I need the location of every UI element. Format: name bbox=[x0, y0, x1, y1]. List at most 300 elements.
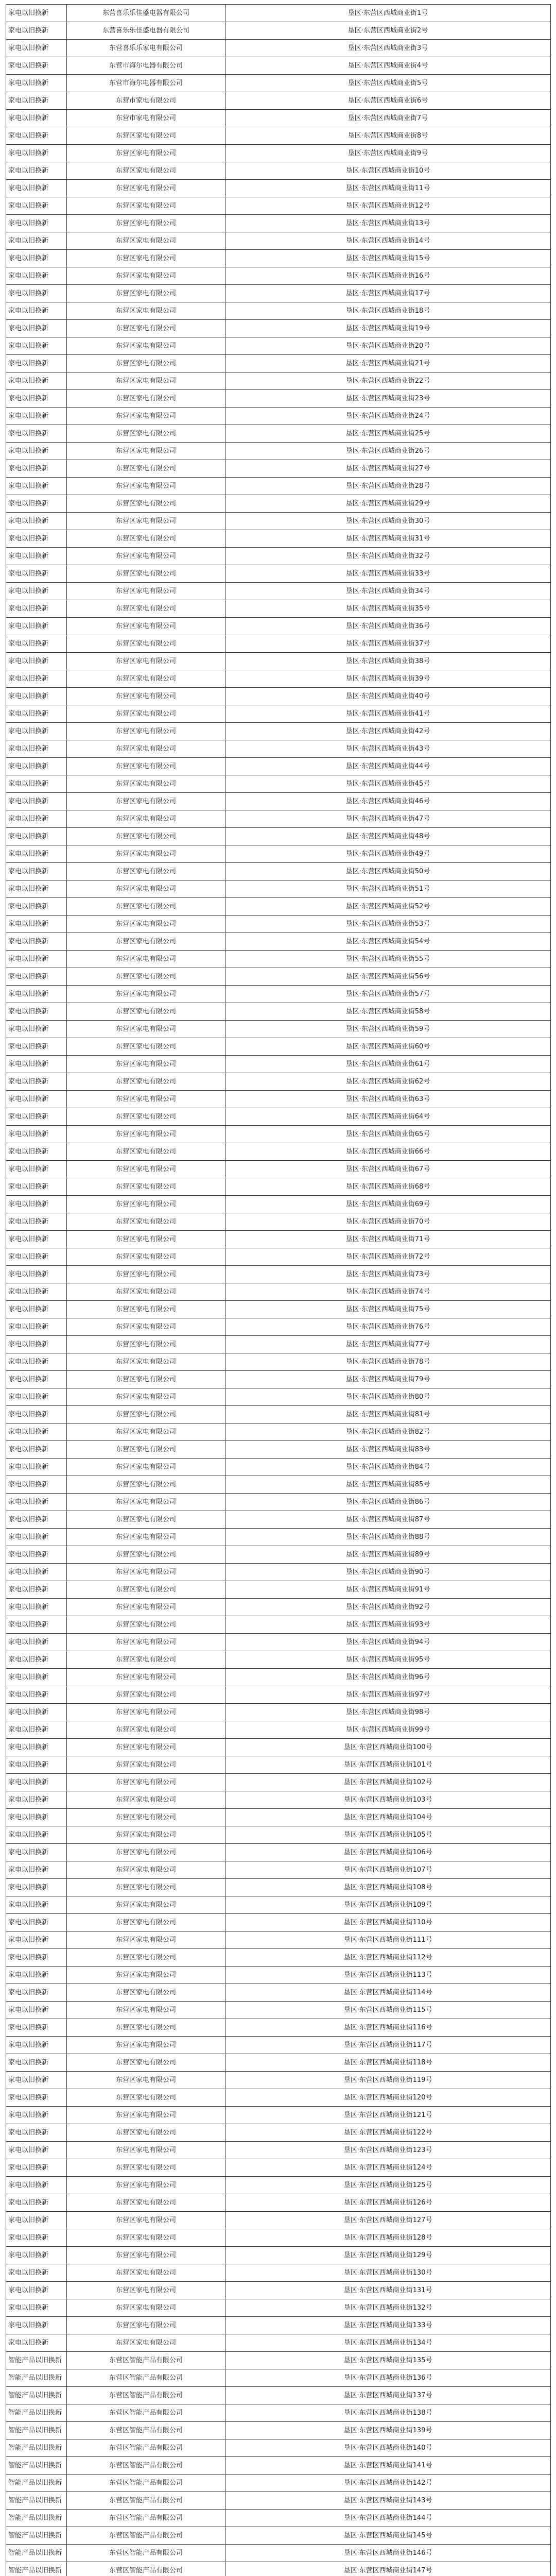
store-name-cell: 东营区家电有限公司 bbox=[67, 460, 225, 478]
store-name-cell: 东营区家电有限公司 bbox=[67, 635, 225, 653]
address-cell: 垦区·东营区西城商业街10号 bbox=[225, 162, 551, 180]
store-name-cell: 东营区家电有限公司 bbox=[67, 968, 225, 986]
category-cell: 智能产品以旧换新 bbox=[6, 2510, 67, 2527]
category-cell: 智能产品以旧换新 bbox=[6, 2457, 67, 2475]
table-row bbox=[6, 2229, 551, 2247]
store-name-cell: 东营区家电有限公司 bbox=[67, 1599, 225, 1616]
address-cell: 垦区·东营区西城商业街85号 bbox=[225, 1476, 551, 1494]
store-name-cell: 东营区家电有限公司 bbox=[67, 1774, 225, 1791]
category-cell: 家电以旧换新 bbox=[6, 880, 67, 898]
table-row bbox=[6, 1248, 551, 1266]
store-name-cell: 东营区家电有限公司 bbox=[67, 1388, 225, 1406]
category-cell: 家电以旧换新 bbox=[6, 1651, 67, 1669]
category-cell: 家电以旧换新 bbox=[6, 2019, 67, 2037]
store-name-cell: 东营区家电有限公司 bbox=[67, 1494, 225, 1511]
store-name-cell: 东营市家电有限公司 bbox=[67, 92, 225, 110]
category-cell: 家电以旧换新 bbox=[6, 215, 67, 232]
category-cell: 家电以旧换新 bbox=[6, 2247, 67, 2264]
address-cell: 垦区·东营区西城商业街33号 bbox=[225, 565, 551, 583]
store-name-cell: 东营区家电有限公司 bbox=[67, 2002, 225, 2019]
address-cell: 垦区·东营区西城商业街138号 bbox=[225, 2404, 551, 2422]
category-cell: 智能产品以旧换新 bbox=[6, 2422, 67, 2439]
store-name-cell: 东营区家电有限公司 bbox=[67, 337, 225, 355]
category-cell: 家电以旧换新 bbox=[6, 180, 67, 197]
address-cell: 垦区·东营区西城商业街7号 bbox=[225, 110, 551, 127]
category-cell: 家电以旧换新 bbox=[6, 1896, 67, 1914]
address-cell: 垦区·东营区西城商业街27号 bbox=[225, 460, 551, 478]
address-cell: 垦区·东营区西城商业街147号 bbox=[225, 2562, 551, 2576]
store-name-cell: 东营区智能产品有限公司 bbox=[67, 2422, 225, 2439]
table-row bbox=[6, 1634, 551, 1651]
category-cell: 智能产品以旧换新 bbox=[6, 2527, 67, 2545]
store-name-cell: 东营区家电有限公司 bbox=[67, 495, 225, 513]
table-row bbox=[6, 2054, 551, 2072]
category-cell: 家电以旧换新 bbox=[6, 2089, 67, 2107]
address-cell: 垦区·东营区西城商业街65号 bbox=[225, 1126, 551, 1143]
table-row bbox=[6, 2545, 551, 2562]
table-row bbox=[6, 2457, 551, 2475]
category-cell: 家电以旧换新 bbox=[6, 951, 67, 968]
category-cell: 家电以旧换新 bbox=[6, 2194, 67, 2212]
address-cell: 垦区·东营区西城商业街100号 bbox=[225, 1739, 551, 1756]
category-cell: 家电以旧换新 bbox=[6, 986, 67, 1003]
store-name-cell: 东营区家电有限公司 bbox=[67, 1476, 225, 1494]
table-row bbox=[6, 2037, 551, 2054]
store-name-cell: 东营区家电有限公司 bbox=[67, 267, 225, 285]
table-row bbox=[6, 1073, 551, 1091]
store-name-cell: 东营区家电有限公司 bbox=[67, 828, 225, 845]
category-cell: 家电以旧换新 bbox=[6, 670, 67, 688]
address-cell: 垦区·东营区西城商业街106号 bbox=[225, 1844, 551, 1861]
category-cell: 家电以旧换新 bbox=[6, 968, 67, 986]
address-cell: 垦区·东营区西城商业街17号 bbox=[225, 285, 551, 302]
store-name-cell: 东营区家电有限公司 bbox=[67, 951, 225, 968]
table-row bbox=[6, 1196, 551, 1213]
category-cell: 家电以旧换新 bbox=[6, 1003, 67, 1021]
address-cell: 垦区·东营区西城商业街83号 bbox=[225, 1441, 551, 1459]
table-row bbox=[6, 2317, 551, 2334]
category-cell: 家电以旧换新 bbox=[6, 793, 67, 810]
table-row bbox=[6, 1318, 551, 1336]
table-row bbox=[6, 583, 551, 600]
address-cell: 垦区·东营区西城商业街13号 bbox=[225, 215, 551, 232]
table-row bbox=[6, 1476, 551, 1494]
category-cell: 家电以旧换新 bbox=[6, 1844, 67, 1861]
table-row bbox=[6, 5, 551, 22]
store-name-cell: 东营区家电有限公司 bbox=[67, 810, 225, 828]
address-cell: 垦区·东营区西城商业街40号 bbox=[225, 688, 551, 705]
table-row bbox=[6, 460, 551, 478]
category-cell: 家电以旧换新 bbox=[6, 618, 67, 635]
table-row bbox=[6, 670, 551, 688]
address-cell: 垦区·东营区西城商业街30号 bbox=[225, 513, 551, 530]
address-cell: 垦区·东营区西城商业街84号 bbox=[225, 1459, 551, 1476]
address-cell: 垦区·东营区西城商业街3号 bbox=[225, 40, 551, 57]
table-row bbox=[6, 951, 551, 968]
category-cell: 家电以旧换新 bbox=[6, 355, 67, 372]
category-cell: 智能产品以旧换新 bbox=[6, 2404, 67, 2422]
table-row bbox=[6, 2177, 551, 2194]
store-name-cell: 东营区家电有限公司 bbox=[67, 986, 225, 1003]
table-row bbox=[6, 845, 551, 863]
category-cell: 家电以旧换新 bbox=[6, 478, 67, 495]
address-cell: 垦区·东营区西城商业街24号 bbox=[225, 408, 551, 425]
table-row bbox=[6, 2089, 551, 2107]
category-cell: 家电以旧换新 bbox=[6, 1388, 67, 1406]
store-name-cell: 东营区家电有限公司 bbox=[67, 2037, 225, 2054]
category-cell: 家电以旧换新 bbox=[6, 775, 67, 793]
table-row bbox=[6, 285, 551, 302]
table-row bbox=[6, 1388, 551, 1406]
store-name-cell: 东营区家电有限公司 bbox=[67, 758, 225, 775]
address-cell: 垦区·东营区西城商业街108号 bbox=[225, 1879, 551, 1896]
table-row bbox=[6, 986, 551, 1003]
address-cell: 垦区·东营区西城商业街16号 bbox=[225, 267, 551, 285]
category-cell: 家电以旧换新 bbox=[6, 127, 67, 145]
address-cell: 垦区·东营区西城商业街99号 bbox=[225, 1721, 551, 1739]
address-cell: 垦区·东营区西城商业街77号 bbox=[225, 1336, 551, 1353]
store-name-cell: 东营区家电有限公司 bbox=[67, 320, 225, 337]
category-cell: 家电以旧换新 bbox=[6, 1529, 67, 1546]
store-name-cell: 东营区家电有限公司 bbox=[67, 793, 225, 810]
table-row bbox=[6, 232, 551, 250]
store-name-cell: 东营区家电有限公司 bbox=[67, 1108, 225, 1126]
category-cell: 智能产品以旧换新 bbox=[6, 2369, 67, 2387]
category-cell: 家电以旧换新 bbox=[6, 1879, 67, 1896]
category-cell: 智能产品以旧换新 bbox=[6, 2492, 67, 2510]
table-row bbox=[6, 1651, 551, 1669]
address-cell: 垦区·东营区西城商业街36号 bbox=[225, 618, 551, 635]
store-name-cell: 东营区家电有限公司 bbox=[67, 618, 225, 635]
store-name-cell: 东营区家电有限公司 bbox=[67, 863, 225, 880]
store-name-cell: 东营区家电有限公司 bbox=[67, 1283, 225, 1301]
category-cell: 家电以旧换新 bbox=[6, 740, 67, 758]
category-cell: 家电以旧换新 bbox=[6, 1967, 67, 1984]
store-name-cell: 东营区家电有限公司 bbox=[67, 2229, 225, 2247]
category-cell: 家电以旧换新 bbox=[6, 40, 67, 57]
store-name-cell: 东营区家电有限公司 bbox=[67, 2089, 225, 2107]
store-name-cell: 东营区家电有限公司 bbox=[67, 1651, 225, 1669]
address-cell: 垦区·东营区西城商业街61号 bbox=[225, 1056, 551, 1073]
address-cell: 垦区·东营区西城商业街45号 bbox=[225, 775, 551, 793]
address-cell: 垦区·东营区西城商业街55号 bbox=[225, 951, 551, 968]
category-cell: 家电以旧换新 bbox=[6, 1809, 67, 1826]
address-cell: 垦区·东营区西城商业街47号 bbox=[225, 810, 551, 828]
store-name-cell: 东营区家电有限公司 bbox=[67, 2054, 225, 2072]
address-cell: 垦区·东营区西城商业街123号 bbox=[225, 2142, 551, 2159]
address-cell: 垦区·东营区西城商业街41号 bbox=[225, 705, 551, 723]
table-row bbox=[6, 267, 551, 285]
address-cell: 垦区·东营区西城商业街72号 bbox=[225, 1248, 551, 1266]
table-row bbox=[6, 372, 551, 390]
category-cell: 家电以旧换新 bbox=[6, 1441, 67, 1459]
store-name-cell: 东营区家电有限公司 bbox=[67, 2264, 225, 2282]
address-cell: 垦区·东营区西城商业街107号 bbox=[225, 1861, 551, 1879]
category-cell: 家电以旧换新 bbox=[6, 1949, 67, 1967]
store-name-cell: 东营区智能产品有限公司 bbox=[67, 2527, 225, 2545]
table-row bbox=[6, 1423, 551, 1441]
category-cell: 家电以旧换新 bbox=[6, 1564, 67, 1581]
store-name-cell: 东营区家电有限公司 bbox=[67, 1546, 225, 1564]
store-name-cell: 东营区智能产品有限公司 bbox=[67, 2545, 225, 2562]
category-cell: 家电以旧换新 bbox=[6, 933, 67, 951]
category-cell: 家电以旧换新 bbox=[6, 145, 67, 162]
address-cell: 垦区·东营区西城商业街59号 bbox=[225, 1021, 551, 1038]
address-cell: 垦区·东营区西城商业街117号 bbox=[225, 2037, 551, 2054]
store-name-cell: 东营区家电有限公司 bbox=[67, 1143, 225, 1161]
address-cell: 垦区·东营区西城商业街139号 bbox=[225, 2422, 551, 2439]
store-name-cell: 东营区家电有限公司 bbox=[67, 1511, 225, 1529]
address-cell: 垦区·东营区西城商业街105号 bbox=[225, 1826, 551, 1844]
store-name-cell: 东营区家电有限公司 bbox=[67, 162, 225, 180]
store-name-cell: 东营区家电有限公司 bbox=[67, 372, 225, 390]
store-name-cell: 东营区家电有限公司 bbox=[67, 197, 225, 215]
table-row bbox=[6, 1844, 551, 1861]
address-cell: 垦区·东营区西城商业街73号 bbox=[225, 1266, 551, 1283]
category-cell: 家电以旧换新 bbox=[6, 92, 67, 110]
category-cell: 家电以旧换新 bbox=[6, 495, 67, 513]
address-cell: 垦区·东营区西城商业街109号 bbox=[225, 1896, 551, 1914]
address-cell: 垦区·东营区西城商业街76号 bbox=[225, 1318, 551, 1336]
address-cell: 垦区·东营区西城商业街49号 bbox=[225, 845, 551, 863]
table-row bbox=[6, 1967, 551, 1984]
table-row bbox=[6, 2404, 551, 2422]
category-cell: 家电以旧换新 bbox=[6, 845, 67, 863]
table-row bbox=[6, 355, 551, 372]
table-row bbox=[6, 1686, 551, 1704]
category-cell: 家电以旧换新 bbox=[6, 1721, 67, 1739]
store-name-cell: 东营区家电有限公司 bbox=[67, 1949, 225, 1967]
category-cell: 家电以旧换新 bbox=[6, 408, 67, 425]
address-cell: 垦区·东营区西城商业街96号 bbox=[225, 1669, 551, 1686]
address-cell: 垦区·东营区西城商业街50号 bbox=[225, 863, 551, 880]
store-name-cell: 东营区家电有限公司 bbox=[67, 2124, 225, 2142]
address-cell: 垦区·东营区西城商业街91号 bbox=[225, 1581, 551, 1599]
address-cell: 垦区·东营区西城商业街48号 bbox=[225, 828, 551, 845]
address-cell: 垦区·东营区西城商业街35号 bbox=[225, 600, 551, 618]
store-name-cell: 东营区家电有限公司 bbox=[67, 1669, 225, 1686]
category-cell: 家电以旧换新 bbox=[6, 2264, 67, 2282]
address-cell: 垦区·东营区西城商业街12号 bbox=[225, 197, 551, 215]
address-cell: 垦区·东营区西城商业街143号 bbox=[225, 2492, 551, 2510]
category-cell: 家电以旧换新 bbox=[6, 75, 67, 92]
table-row bbox=[6, 1756, 551, 1774]
table-row bbox=[6, 1721, 551, 1739]
category-cell: 家电以旧换新 bbox=[6, 898, 67, 916]
category-cell: 家电以旧换新 bbox=[6, 916, 67, 933]
address-cell: 垦区·东营区西城商业街88号 bbox=[225, 1529, 551, 1546]
table-row bbox=[6, 1283, 551, 1301]
category-cell: 家电以旧换新 bbox=[6, 2229, 67, 2247]
store-name-cell: 东营区家电有限公司 bbox=[67, 1616, 225, 1634]
table-row bbox=[6, 2159, 551, 2177]
table-row bbox=[6, 40, 551, 57]
category-cell: 家电以旧换新 bbox=[6, 1213, 67, 1231]
store-name-cell: 东营区家电有限公司 bbox=[67, 916, 225, 933]
store-name-cell: 东营区家电有限公司 bbox=[67, 688, 225, 705]
store-name-cell: 东营区家电有限公司 bbox=[67, 2019, 225, 2037]
category-cell: 家电以旧换新 bbox=[6, 320, 67, 337]
category-cell: 家电以旧换新 bbox=[6, 1161, 67, 1178]
address-cell: 垦区·东营区西城商业街8号 bbox=[225, 127, 551, 145]
category-cell: 家电以旧换新 bbox=[6, 22, 67, 40]
table-row bbox=[6, 22, 551, 40]
address-cell: 垦区·东营区西城商业街90号 bbox=[225, 1564, 551, 1581]
category-cell: 智能产品以旧换新 bbox=[6, 2387, 67, 2404]
address-cell: 垦区·东营区西城商业街104号 bbox=[225, 1809, 551, 1826]
address-cell: 垦区·东营区西城商业街57号 bbox=[225, 986, 551, 1003]
store-name-cell: 东营区家电有限公司 bbox=[67, 1266, 225, 1283]
table-row bbox=[6, 145, 551, 162]
store-name-cell: 东营区家电有限公司 bbox=[67, 1896, 225, 1914]
address-cell: 垦区·东营区西城商业街56号 bbox=[225, 968, 551, 986]
address-cell: 垦区·东营区西城商业街92号 bbox=[225, 1599, 551, 1616]
category-cell: 家电以旧换新 bbox=[6, 1616, 67, 1634]
table-row bbox=[6, 1056, 551, 1073]
table-row bbox=[6, 478, 551, 495]
store-name-cell: 东营区智能产品有限公司 bbox=[67, 2510, 225, 2527]
address-cell: 垦区·东营区西城商业街28号 bbox=[225, 478, 551, 495]
category-cell: 家电以旧换新 bbox=[6, 530, 67, 548]
category-cell: 家电以旧换新 bbox=[6, 1826, 67, 1844]
table-row bbox=[6, 1038, 551, 1056]
table-row bbox=[6, 916, 551, 933]
table-row bbox=[6, 1529, 551, 1546]
category-cell: 家电以旧换新 bbox=[6, 1038, 67, 1056]
store-name-cell: 东营区智能产品有限公司 bbox=[67, 2369, 225, 2387]
category-cell: 家电以旧换新 bbox=[6, 1704, 67, 1721]
address-cell: 垦区·东营区西城商业街79号 bbox=[225, 1371, 551, 1388]
store-name-cell: 东营区家电有限公司 bbox=[67, 670, 225, 688]
category-cell: 家电以旧换新 bbox=[6, 548, 67, 565]
table-row bbox=[6, 2422, 551, 2439]
table-row bbox=[6, 1266, 551, 1283]
address-cell: 垦区·东营区西城商业街31号 bbox=[225, 530, 551, 548]
store-name-cell: 东营区家电有限公司 bbox=[67, 1021, 225, 1038]
table-row bbox=[6, 1003, 551, 1021]
store-name-cell: 东营区家电有限公司 bbox=[67, 425, 225, 443]
table-row bbox=[6, 863, 551, 880]
store-name-cell: 东营区智能产品有限公司 bbox=[67, 2457, 225, 2475]
category-cell: 家电以旧换新 bbox=[6, 2037, 67, 2054]
category-cell: 家电以旧换新 bbox=[6, 1791, 67, 1809]
address-cell: 垦区·东营区西城商业街26号 bbox=[225, 443, 551, 460]
category-cell: 家电以旧换新 bbox=[6, 443, 67, 460]
store-name-cell: 东营区家电有限公司 bbox=[67, 1809, 225, 1826]
table-row bbox=[6, 1091, 551, 1108]
store-name-cell: 东营区家电有限公司 bbox=[67, 548, 225, 565]
store-name-cell: 东营区家电有限公司 bbox=[67, 1091, 225, 1108]
table-row bbox=[6, 92, 551, 110]
category-cell: 家电以旧换新 bbox=[6, 1546, 67, 1564]
address-cell: 垦区·东营区西城商业街18号 bbox=[225, 302, 551, 320]
table-row bbox=[6, 337, 551, 355]
table-row bbox=[6, 1984, 551, 2002]
address-cell: 垦区·东营区西城商业街25号 bbox=[225, 425, 551, 443]
category-cell: 家电以旧换新 bbox=[6, 1861, 67, 1879]
address-cell: 垦区·东营区西城商业街120号 bbox=[225, 2089, 551, 2107]
category-cell: 家电以旧换新 bbox=[6, 1021, 67, 1038]
store-name-cell: 东营区智能产品有限公司 bbox=[67, 2404, 225, 2422]
category-cell: 家电以旧换新 bbox=[6, 302, 67, 320]
category-cell: 家电以旧换新 bbox=[6, 705, 67, 723]
category-cell: 家电以旧换新 bbox=[6, 267, 67, 285]
address-cell: 垦区·东营区西城商业街131号 bbox=[225, 2282, 551, 2299]
category-cell: 家电以旧换新 bbox=[6, 1108, 67, 1126]
category-cell: 家电以旧换新 bbox=[6, 390, 67, 408]
address-cell: 垦区·东营区西城商业街37号 bbox=[225, 635, 551, 653]
address-cell: 垦区·东营区西城商业街137号 bbox=[225, 2387, 551, 2404]
store-name-cell: 东营区家电有限公司 bbox=[67, 1213, 225, 1231]
store-name-cell: 东营区家电有限公司 bbox=[67, 565, 225, 583]
store-name-cell: 东营区智能产品有限公司 bbox=[67, 2352, 225, 2369]
category-cell: 家电以旧换新 bbox=[6, 1056, 67, 1073]
table-row bbox=[6, 793, 551, 810]
store-name-cell: 东营喜乐乐佳盛电器有限公司 bbox=[67, 22, 225, 40]
address-cell: 垦区·东营区西城商业街22号 bbox=[225, 372, 551, 390]
table-row bbox=[6, 618, 551, 635]
store-name-cell: 东营区家电有限公司 bbox=[67, 232, 225, 250]
table-row bbox=[6, 1861, 551, 1879]
address-cell: 垦区·东营区西城商业街66号 bbox=[225, 1143, 551, 1161]
store-name-cell: 东营区家电有限公司 bbox=[67, 145, 225, 162]
category-cell: 家电以旧换新 bbox=[6, 1599, 67, 1616]
category-cell: 家电以旧换新 bbox=[6, 863, 67, 880]
table-row bbox=[6, 320, 551, 337]
table-row bbox=[6, 197, 551, 215]
category-cell: 家电以旧换新 bbox=[6, 1634, 67, 1651]
address-cell: 垦区·东营区西城商业街146号 bbox=[225, 2545, 551, 2562]
address-cell: 垦区·东营区西城商业街64号 bbox=[225, 1108, 551, 1126]
category-cell: 家电以旧换新 bbox=[6, 1476, 67, 1494]
table-row bbox=[6, 2142, 551, 2159]
store-name-cell: 东营区家电有限公司 bbox=[67, 1581, 225, 1599]
address-cell: 垦区·东营区西城商业街69号 bbox=[225, 1196, 551, 1213]
store-name-cell: 东营区家电有限公司 bbox=[67, 2299, 225, 2317]
category-cell: 家电以旧换新 bbox=[6, 2282, 67, 2299]
category-cell: 智能产品以旧换新 bbox=[6, 2545, 67, 2562]
table-row bbox=[6, 565, 551, 583]
table-row bbox=[6, 2352, 551, 2369]
store-name-cell: 东营区家电有限公司 bbox=[67, 1844, 225, 1861]
category-cell: 家电以旧换新 bbox=[6, 1756, 67, 1774]
category-cell: 家电以旧换新 bbox=[6, 1178, 67, 1196]
table-row bbox=[6, 495, 551, 513]
address-cell: 垦区·东营区西城商业街134号 bbox=[225, 2334, 551, 2352]
store-name-cell: 东营区家电有限公司 bbox=[67, 1826, 225, 1844]
store-name-cell: 东营喜乐乐佳盛电器有限公司 bbox=[67, 5, 225, 22]
category-cell: 家电以旧换新 bbox=[6, 1423, 67, 1441]
table-row bbox=[6, 810, 551, 828]
table-row bbox=[6, 1231, 551, 1248]
address-cell: 垦区·东营区西城商业街68号 bbox=[225, 1178, 551, 1196]
address-cell: 垦区·东营区西城商业街125号 bbox=[225, 2177, 551, 2194]
store-name-cell: 东营区家电有限公司 bbox=[67, 1879, 225, 1896]
address-cell: 垦区·东营区西城商业街75号 bbox=[225, 1301, 551, 1318]
address-cell: 垦区·东营区西城商业街129号 bbox=[225, 2247, 551, 2264]
category-cell: 家电以旧换新 bbox=[6, 1459, 67, 1476]
store-name-cell: 东营区家电有限公司 bbox=[67, 2072, 225, 2089]
store-name-cell: 东营区家电有限公司 bbox=[67, 1336, 225, 1353]
store-name-cell: 东营区家电有限公司 bbox=[67, 2159, 225, 2177]
store-name-cell: 东营区家电有限公司 bbox=[67, 1056, 225, 1073]
address-cell: 垦区·东营区西城商业街2号 bbox=[225, 22, 551, 40]
category-cell: 家电以旧换新 bbox=[6, 1283, 67, 1301]
table-row bbox=[6, 758, 551, 775]
store-name-cell: 东营区家电有限公司 bbox=[67, 390, 225, 408]
store-name-cell: 东营区家电有限公司 bbox=[67, 285, 225, 302]
store-name-cell: 东营区家电有限公司 bbox=[67, 1686, 225, 1704]
